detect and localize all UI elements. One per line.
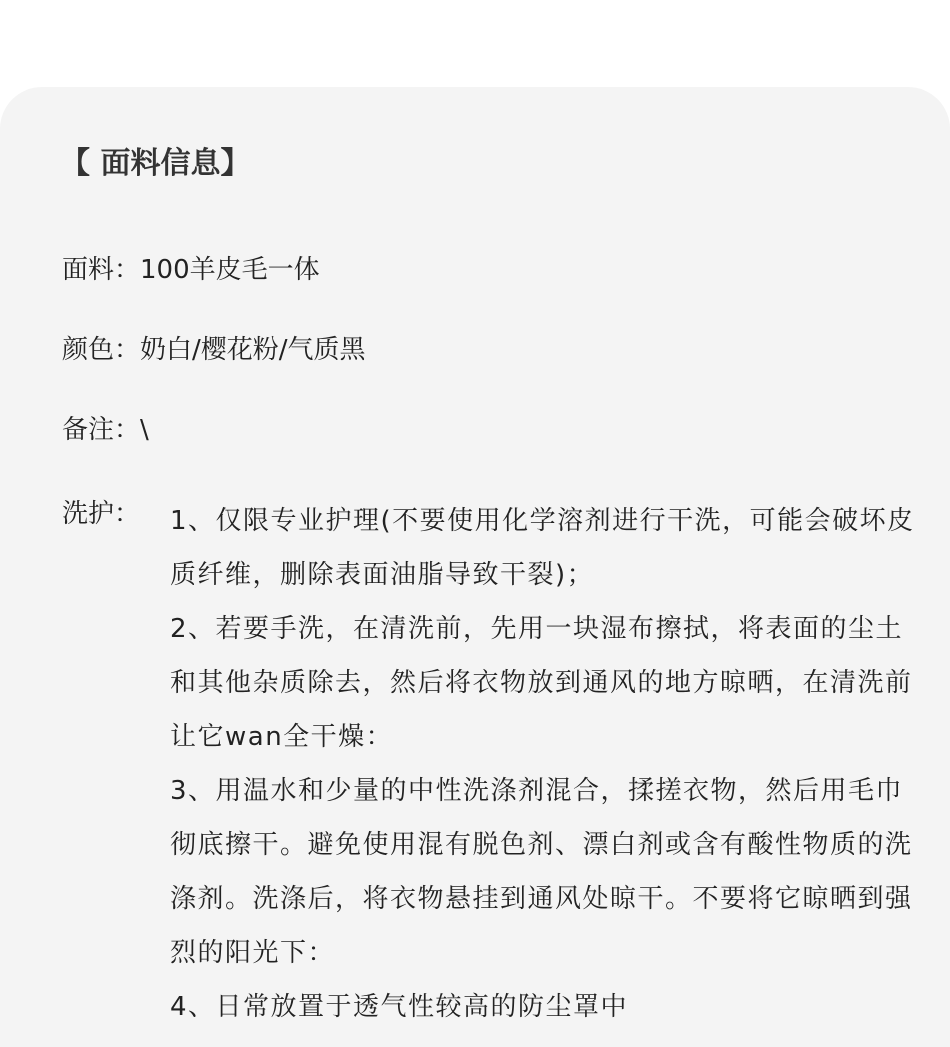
notes-value: \ [140, 415, 149, 445]
color-label: 颜色： [62, 335, 141, 365]
fabric-value: 100羊皮毛一体 [140, 255, 320, 285]
washing-label: 洗护： [62, 499, 141, 529]
washing-item: 2、若要手洗，在清洗前，先用一块湿布擦拭，将表面的尘土和其他杂质除去，然后将衣物放到通风的地方晾晒，在清洗前让它wan全干燥： [170, 614, 913, 752]
color-value: 奶白/樱花粉/气质黑 [140, 335, 366, 365]
fabric-label: 面料： [62, 255, 141, 285]
washing-instructions [170, 494, 930, 1034]
color-row [62, 330, 366, 370]
washing-item: 3、用温水和少量的中性洗涤剂混合，揉搓衣物，然后用毛巾彻底擦干。避免使用混有脱色剂、漂白剂或含有酸性物质的洗涤剂。洗涤后，将衣物悬挂到通风处晾干。不要将它晾晒到强烈的阳光下： [170, 776, 913, 968]
notes-row [62, 410, 149, 450]
washing-item: 1、仅限专业护理(不要使用化学溶剂进行干洗，可能会破坏皮质纤维，删除表面油脂导致干裂)； [170, 506, 915, 590]
fabric-row [62, 250, 320, 290]
section-title: 【 面料信息】 [60, 146, 251, 181]
washing-item: 4、日常放置于透气性较高的防尘罩中 [170, 992, 629, 1022]
notes-label: 备注： [62, 415, 141, 445]
